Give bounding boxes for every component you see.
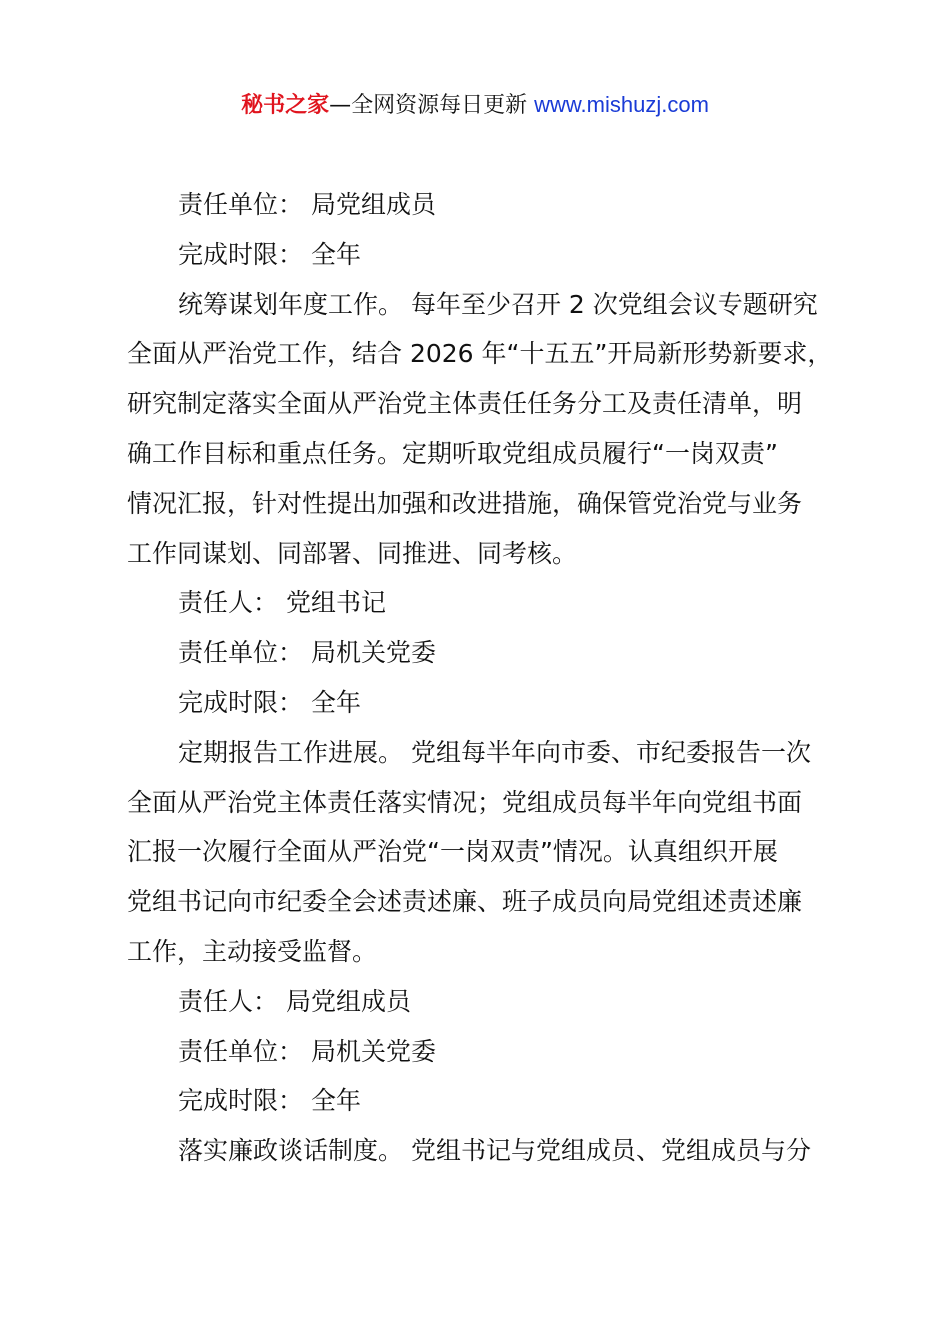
site-tagline: —全网资源每日更新	[329, 93, 535, 118]
site-url-link[interactable]: www.mishuzj.com	[534, 92, 709, 117]
field-responsible-person: 责任人： 党组书记	[178, 588, 386, 618]
paragraph-line: 汇报一次履行全面从严治党“一岗双责”情况。认真组织开展	[127, 837, 778, 867]
site-brand: 秘书之家	[241, 93, 330, 118]
paragraph-line: 情况汇报，针对性提出加强和改进措施，确保管党治党与业务	[127, 488, 803, 518]
field-deadline: 完成时限： 全年	[178, 687, 361, 717]
paragraph-line: 落实廉政谈话制度。 党组书记与党组成员、党组成员与分	[178, 1136, 811, 1166]
field-deadline: 完成时限： 全年	[178, 1086, 361, 1116]
field-responsible-unit: 责任单位： 局机关党委	[178, 638, 436, 668]
paragraph-line: 党组书记向市纪委全会述责述廉、班子成员向局党组述责述廉	[127, 887, 803, 917]
paragraph-line: 全面从严治党主体责任落实情况；党组成员每半年向党组书面	[127, 787, 803, 817]
site-header	[0, 88, 950, 123]
paragraph-line: 定期报告工作进展。 党组每半年向市委、市纪委报告一次	[178, 737, 811, 767]
paragraph-line: 工作，主动接受监督。	[127, 936, 378, 966]
document-body	[127, 180, 837, 1176]
field-responsible-unit: 责任单位： 局党组成员	[178, 190, 436, 219]
field-responsible-person: 责任人： 局党组成员	[178, 986, 411, 1016]
field-deadline: 完成时限： 全年	[178, 239, 361, 269]
paragraph-line: 统筹谋划年度工作。 每年至少召开 2 次党组会议专题研究	[178, 289, 818, 319]
field-responsible-unit: 责任单位： 局机关党委	[178, 1036, 436, 1066]
paragraph-line: 全面从严治党工作，结合 2026 年“十五五”开局新形势新要求，	[127, 339, 833, 369]
paragraph-line: 研究制定落实全面从严治党主体责任任务分工及责任清单，明	[127, 389, 803, 419]
paragraph-line: 工作同谋划、同部署、同推进、同考核。	[127, 538, 578, 568]
paragraph-line: 确工作目标和重点任务。定期听取党组成员履行“一岗双责”	[127, 438, 778, 468]
